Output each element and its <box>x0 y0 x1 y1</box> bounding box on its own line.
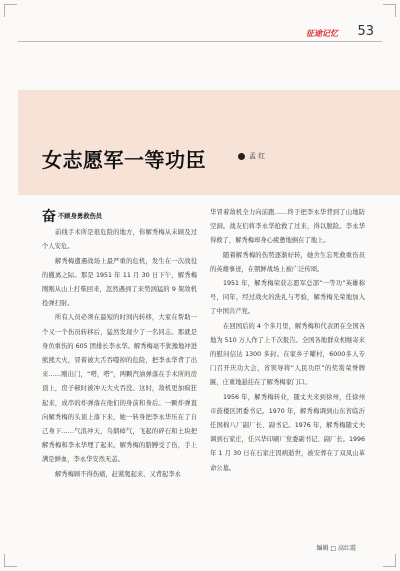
section-subheading <box>42 210 197 224</box>
crop-mark-bottom-right <box>383 554 396 567</box>
paragraph: 所有人员必须在最短的时间内转移，大家在帮助一个又一个伤员转移后，猛然发现少了一名同志。那就是身负重伤的 605 团排长李永华。解秀梅毫不犹豫地冲进熊熊大火，冒着被大舌吞噬掉的危险，把李永华背了出来……刚出门，“嗒，嗒”，两颗汽油弹落在手术所的房顶上，房子顿时被冲天大火吞没。这时，敌机更加疯狂起来，成串的炸弹落在他们的身前和身后。一颗炸弹直向解秀梅的头顶上落下来，她一转身把李永华压在了自己身下……气浪冲天，乌烟瘴气，飞起的碎石和土块把解秀梅和李永华埋了起来。解秀梅的胳膊受了伤，手上满是鲜血，李永华安然无恙。 <box>42 314 197 464</box>
author-byline <box>238 151 265 161</box>
title-background-block <box>18 90 400 195</box>
paragraph: 解秀梅遭遇战场上最严重的危机，发生在一次战役的撤离之际。那是 1951 年 11 月 30 日下午，解秀梅刚刚从山上打柴回来，忽然遇到了来势汹猛的 9 架敌机投弹扫射。 <box>42 257 197 308</box>
crop-mark-bottom-left <box>4 554 17 567</box>
author-name: 孟 红 <box>249 152 266 160</box>
paragraph: 随着解秀梅的伤势逐渐好转，她舍生忘死救重伤员的英雄事迹，在朝鲜战场上被广泛传颂。 <box>210 251 365 273</box>
paragraph: 在回国后的 4 个多月里，解秀梅和代表团在全国各地为 510 万人作了上千次报告。全国各地群众相继寄来的慰问信达 1300 多封。在家乡子曜村，6000多人专门召开庆功大会，省领导将“人民功臣”的奖赏荣誉牌匾，庄重地悬挂在了解秀梅家门口。 <box>210 322 365 387</box>
paragraph: 前线手术所是很危险的地方，你解秀梅从未顾及过个人安危。 <box>42 229 197 251</box>
article-title: 女志愿军一等功臣 <box>42 148 206 172</box>
right-column <box>210 206 365 476</box>
header-rule <box>18 41 382 42</box>
editor-credit: 编辑 □ 高红霞 <box>316 545 356 552</box>
crop-mark-top-right <box>383 4 396 17</box>
paragraph: 1951 年，解秀梅荣获志愿军总部“一等功”英雄称号，同年，经过战火的洗礼与考验，解秀梅光荣地加入了中国共产党。 <box>210 280 365 316</box>
subheading-drop-cap: 奋 <box>42 209 56 226</box>
running-head: 征途记忆 <box>306 29 338 38</box>
left-column <box>42 210 197 482</box>
subheading-text: 不顾身勇救伤员 <box>58 213 103 220</box>
author-bullet-icon <box>238 153 245 160</box>
paragraph: 华冒着敌机全力向前跑……终于把李永华背到了山地防空洞。战友们将李永华抢救了过来，得以脱险。李永华得救了，解秀梅却身心疲惫地倒在了地上。 <box>210 209 365 245</box>
crop-mark-top-left <box>4 4 17 17</box>
paragraph: 解秀梅顾不得伤痛，赶紧爬起来，又背起李永 <box>55 470 181 478</box>
page-number: 53 <box>357 24 374 39</box>
paragraph: 1956 年，解秀梅转业，随丈夫来到徐州，任徐州市鼓楼区团委书记。1970 年，解秀梅调到山东省临沂任国棉八厂副厂长、副书记。1976 年，解秀梅随丈夫调到石家庄，任兴华印刷厂党委副书记、副厂长。1996 年 1 月 30 日在石家庄因病逝世，被安葬在了双凤山革命公墓。 <box>210 393 365 472</box>
